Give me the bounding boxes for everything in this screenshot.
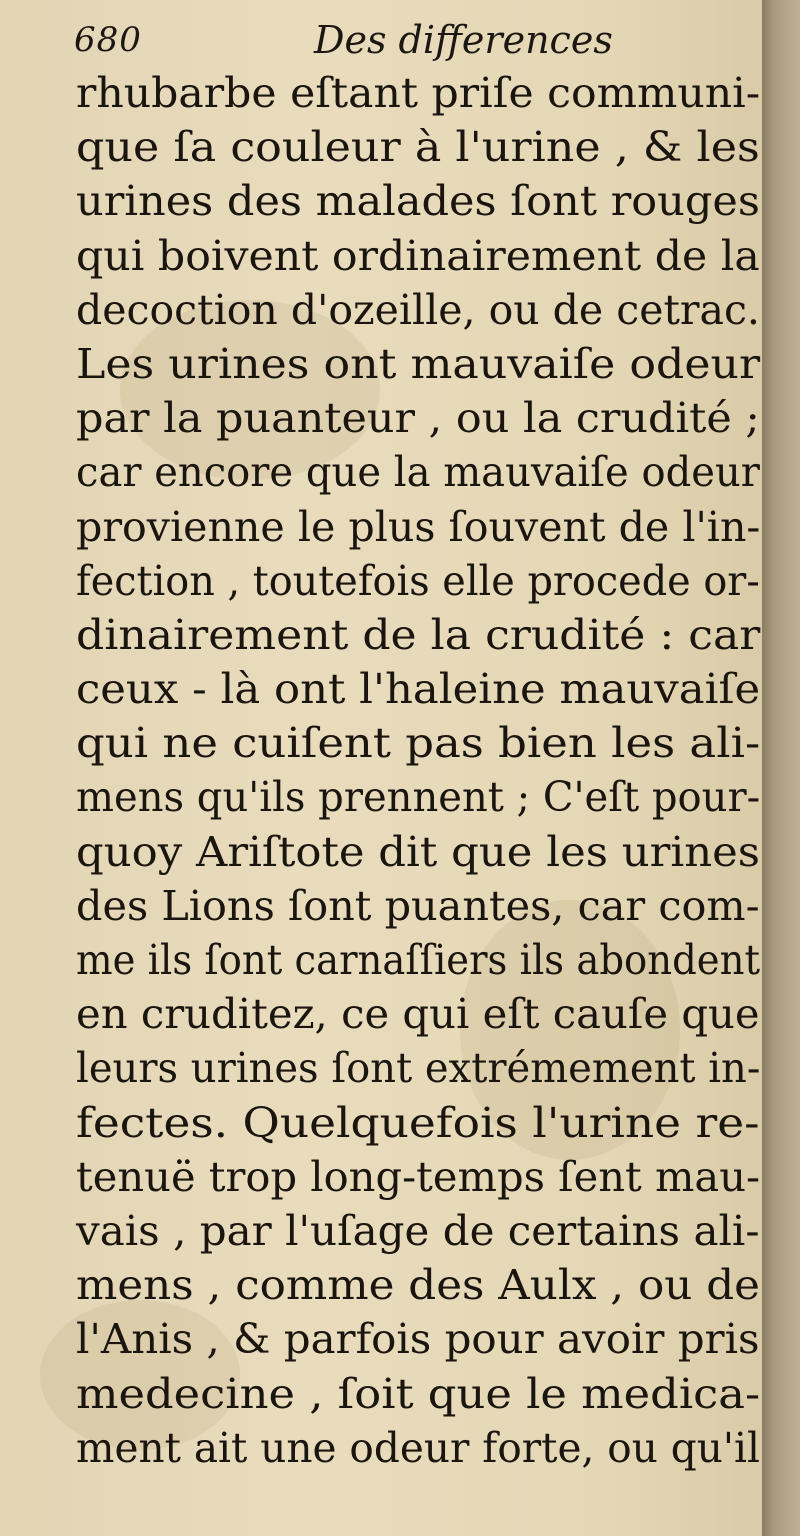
text-line: provienne le plus ſouvent de l'in- bbox=[76, 502, 761, 551]
text-line: vais , par l'uſage de certains ali- bbox=[76, 1206, 760, 1255]
text-line: en cruditez, ce qui eſt cauſe que bbox=[76, 990, 760, 1039]
text-line: rhubarbe eſtant priſe communi- bbox=[76, 69, 761, 117]
running-title: Des differences bbox=[314, 18, 613, 62]
page-edge bbox=[762, 0, 800, 1536]
text-line: des Lions ſont puantes, car com- bbox=[76, 881, 760, 930]
text-line: fection , toutefois elle procede or- bbox=[76, 556, 760, 605]
text-line: tenuë trop long-temps ſent mau- bbox=[76, 1152, 761, 1201]
text-line: mens , comme des Aulx , ou de bbox=[76, 1261, 760, 1310]
text-line: Les urines ont mauvaiſe odeur bbox=[76, 339, 761, 388]
text-line: par la puanteur , ou la crudité ; bbox=[76, 394, 760, 443]
text-line: ment ait une odeur forte, ou qu'il bbox=[76, 1423, 760, 1472]
text-line: medecine , ſoit que le medica- bbox=[76, 1369, 761, 1418]
text-line: dinairement de la crudité : car bbox=[76, 610, 761, 659]
body-text bbox=[76, 66, 762, 1475]
text-line: qui ne cuiſent pas bien les ali- bbox=[76, 719, 761, 768]
text-line: qui boivent ordinairement de la bbox=[76, 231, 760, 280]
text-line: l'Anis , & parfois pour avoir pris bbox=[76, 1315, 760, 1364]
text-line: decoction d'ozeille, ou de cetrac. bbox=[76, 285, 760, 334]
page-number: 680 bbox=[74, 20, 142, 60]
text-line: que ſa couleur à l'urine , & les bbox=[76, 123, 760, 172]
text-line: car encore que la mauvaiſe odeur bbox=[76, 448, 760, 497]
text-line: ceux - là ont l'haleine mauvaiſe bbox=[76, 665, 761, 714]
text-line: fectes. Quelquefois l'urine re- bbox=[76, 1098, 760, 1147]
page-header bbox=[74, 16, 634, 72]
text-line: me ils ſont carnaſſiers ils abondent bbox=[76, 936, 760, 984]
text-line: leurs urines ſont extrémement in- bbox=[76, 1044, 761, 1093]
text-line: quoy Ariſtote dit que les urines bbox=[76, 827, 761, 876]
text-line: urines des malades ſont rouges bbox=[76, 177, 760, 226]
text-line: mens qu'ils prennent ; C'eſt pour- bbox=[76, 773, 761, 822]
